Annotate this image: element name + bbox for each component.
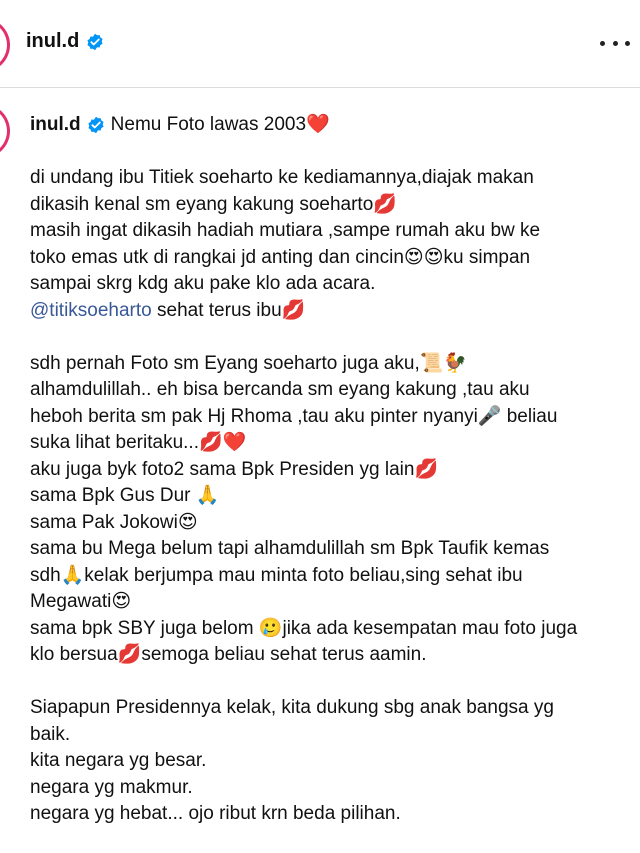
caption-line: aku juga byk foto2 sama Bpk Presiden yg lain💋 [30,458,439,480]
more-options-button[interactable] [600,33,630,53]
header-username[interactable] [26,30,104,53]
caption-line: sdh🙏kelak berjumpa mau minta foto beliau,sing sehat ibu [30,564,523,586]
avatar[interactable] [0,18,10,72]
caption-username[interactable]: inul.d [30,114,81,135]
caption-line: sampai skrg kdg aku pake klo ada acara. [30,273,376,294]
caption-line: Megawati😍 [30,591,132,612]
header-username-text[interactable]: inul.d [26,30,80,52]
caption-line: sama bpk SBY juga belom 🥲jika ada kesempatan mau foto juga [30,617,578,639]
post-header [0,0,640,88]
more-dot-icon [625,41,630,46]
caption-line: sama bu Mega belum tapi alhamdulillah sm Bpk Taufik kemas [30,538,550,559]
caption-mention-line [30,298,635,325]
caption-line: sama Bpk Gus Dur 🙏 [30,485,220,506]
mention-suffix: sehat terus ibu💋 [151,299,306,321]
spacer [30,669,635,696]
caption-line: negara yg makmur. [30,776,193,798]
caption-line: toko emas utk di rangkai jd anting dan cincin😍😍ku simpan [30,246,531,268]
post-avatar[interactable] [0,104,10,158]
spacer [30,324,635,351]
caption-line: baik. [30,723,71,745]
post-caption [30,112,635,828]
caption-line: heboh berita sm pak Hj Rhoma ,tau aku pinter nyanyi🎤 beliau [30,405,558,427]
caption-line: Siapapun Presidennya kelak, kita dukung sbg anak bangsa yg [30,697,554,718]
caption-line: negara yg hebat... ojo ribut krn beda pilihan. [30,803,401,824]
verified-badge-icon [87,116,105,134]
spacer [30,139,635,166]
mention-link[interactable]: @titiksoeharto [30,299,152,321]
caption-first-line [30,112,635,139]
caption-title: Nemu Foto lawas 2003❤️ [110,114,330,135]
caption-line: suka lihat beritaku...💋❤️ [30,432,247,453]
caption-line: dikasih kenal sm eyang kakung soeharto💋 [30,193,397,215]
caption-line: di undang ibu Titiek soeharto ke kediamannya,diajak makan [30,167,534,188]
verified-badge-icon [86,33,104,51]
caption-line: sdh pernah Foto sm Eyang soeharto juga aku,📜🐓 [30,352,468,374]
caption-line: masih ingat dikasih hadiah mutiara ,sampe rumah aku bw ke [30,220,541,241]
more-dot-icon [613,41,618,46]
caption-line: klo bersua💋semoga beliau sehat terus aamin. [30,644,427,665]
caption-line: kita negara yg besar. [30,750,207,771]
caption-line: sama Pak Jokowi😍 [30,511,198,533]
caption-line: alhamdulillah.. eh bisa bercanda sm eyang kakung ,tau aku [30,379,530,400]
more-dot-icon [600,41,605,46]
